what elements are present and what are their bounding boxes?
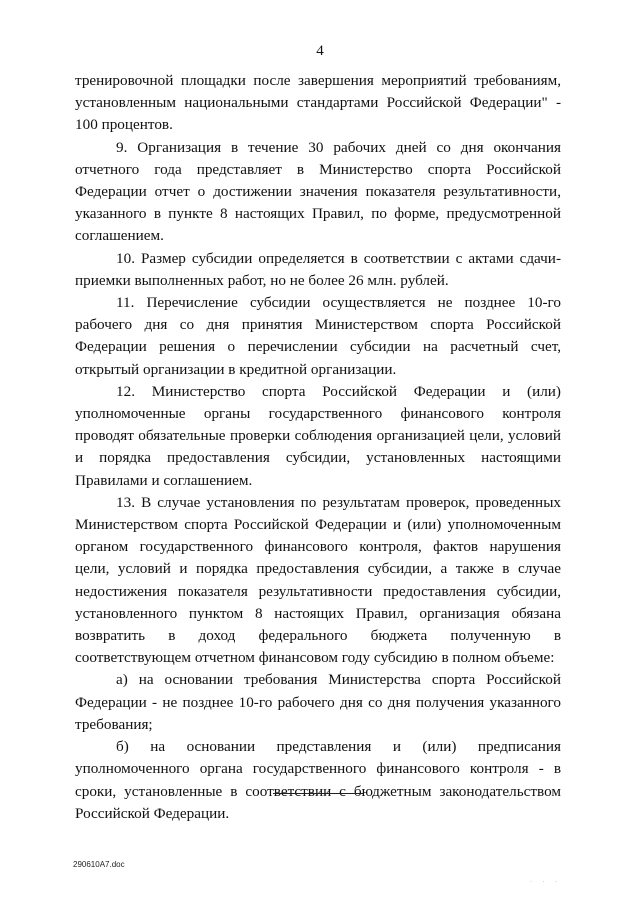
paragraph-clause-13: 13. В случае установления по результатам проверок, проведенных Министерством спорта Российской Федерации и (или) уполномоченным органом государственного финансового контроля, фактов нарушения цели, условий и порядка предоставления субсидии, а также в случае недостижения показателя результативности предоставления субсидии, установленного пунктом 8 настоящих Правил, организация обязана возвратить в доход федерального бюджета полученную в соответствующем отчетном финансовом году субсидию в полном объеме: [75,493,561,667]
paragraph-clause-12: 12. Министерство спорта Российской Федерации и (или) уполномоченные органы государственного финансового контроля проводят обязательные проверки соблюдения организацией цели, условий и порядка предоставления субсидии, установленных настоящими Правилами и соглашением. [75,382,561,489]
paragraph-subclause-b: б) на основании представления и (или) предписания уполномоченного органа государственного финансового контроля - в сроки, установленные в соответствии с бюджетным законодательством Российской Федерации. [75,738,561,822]
end-separator-line [273,793,363,794]
footer-doc-code: 290610A7.doc [73,860,125,869]
paragraph-continuation: тренировочной площадки после завершения мероприятий требованиям, установленным национальными стандартами Российской Федерации" - 100 процентов. [75,72,561,134]
page-number: 4 [316,43,324,59]
scan-noise-specks: · · · [530,878,562,886]
paragraph-clause-11: 11. Перечисление субсидии осуществляется не позднее 10-го рабочего дня со дня принятия Министерством спорта Российской Федерации решения о перечислении субсидии на расчетный счет, открытый организации в кредитной организации. [75,294,561,378]
document-body [75,70,561,825]
paragraph-subclause-a: а) на основании требования Министерства спорта Российской Федерации - не позднее 10-го рабочего дня со дня получения указанного требования; [75,671,561,733]
paragraph-clause-10: 10. Размер субсидии определяется в соответствии с актами сдачи-приемки выполненных работ, но не более 26 млн. рублей. [75,249,561,289]
paragraph-clause-9: 9. Организация в течение 30 рабочих дней со дня окончания отчетного года представляет в Министерство спорта Российской Федерации отчет о достижении значения показателя результативности, указанного в пункте 8 настоящих Правил, по форме, предусмотренной соглашением. [75,138,561,245]
